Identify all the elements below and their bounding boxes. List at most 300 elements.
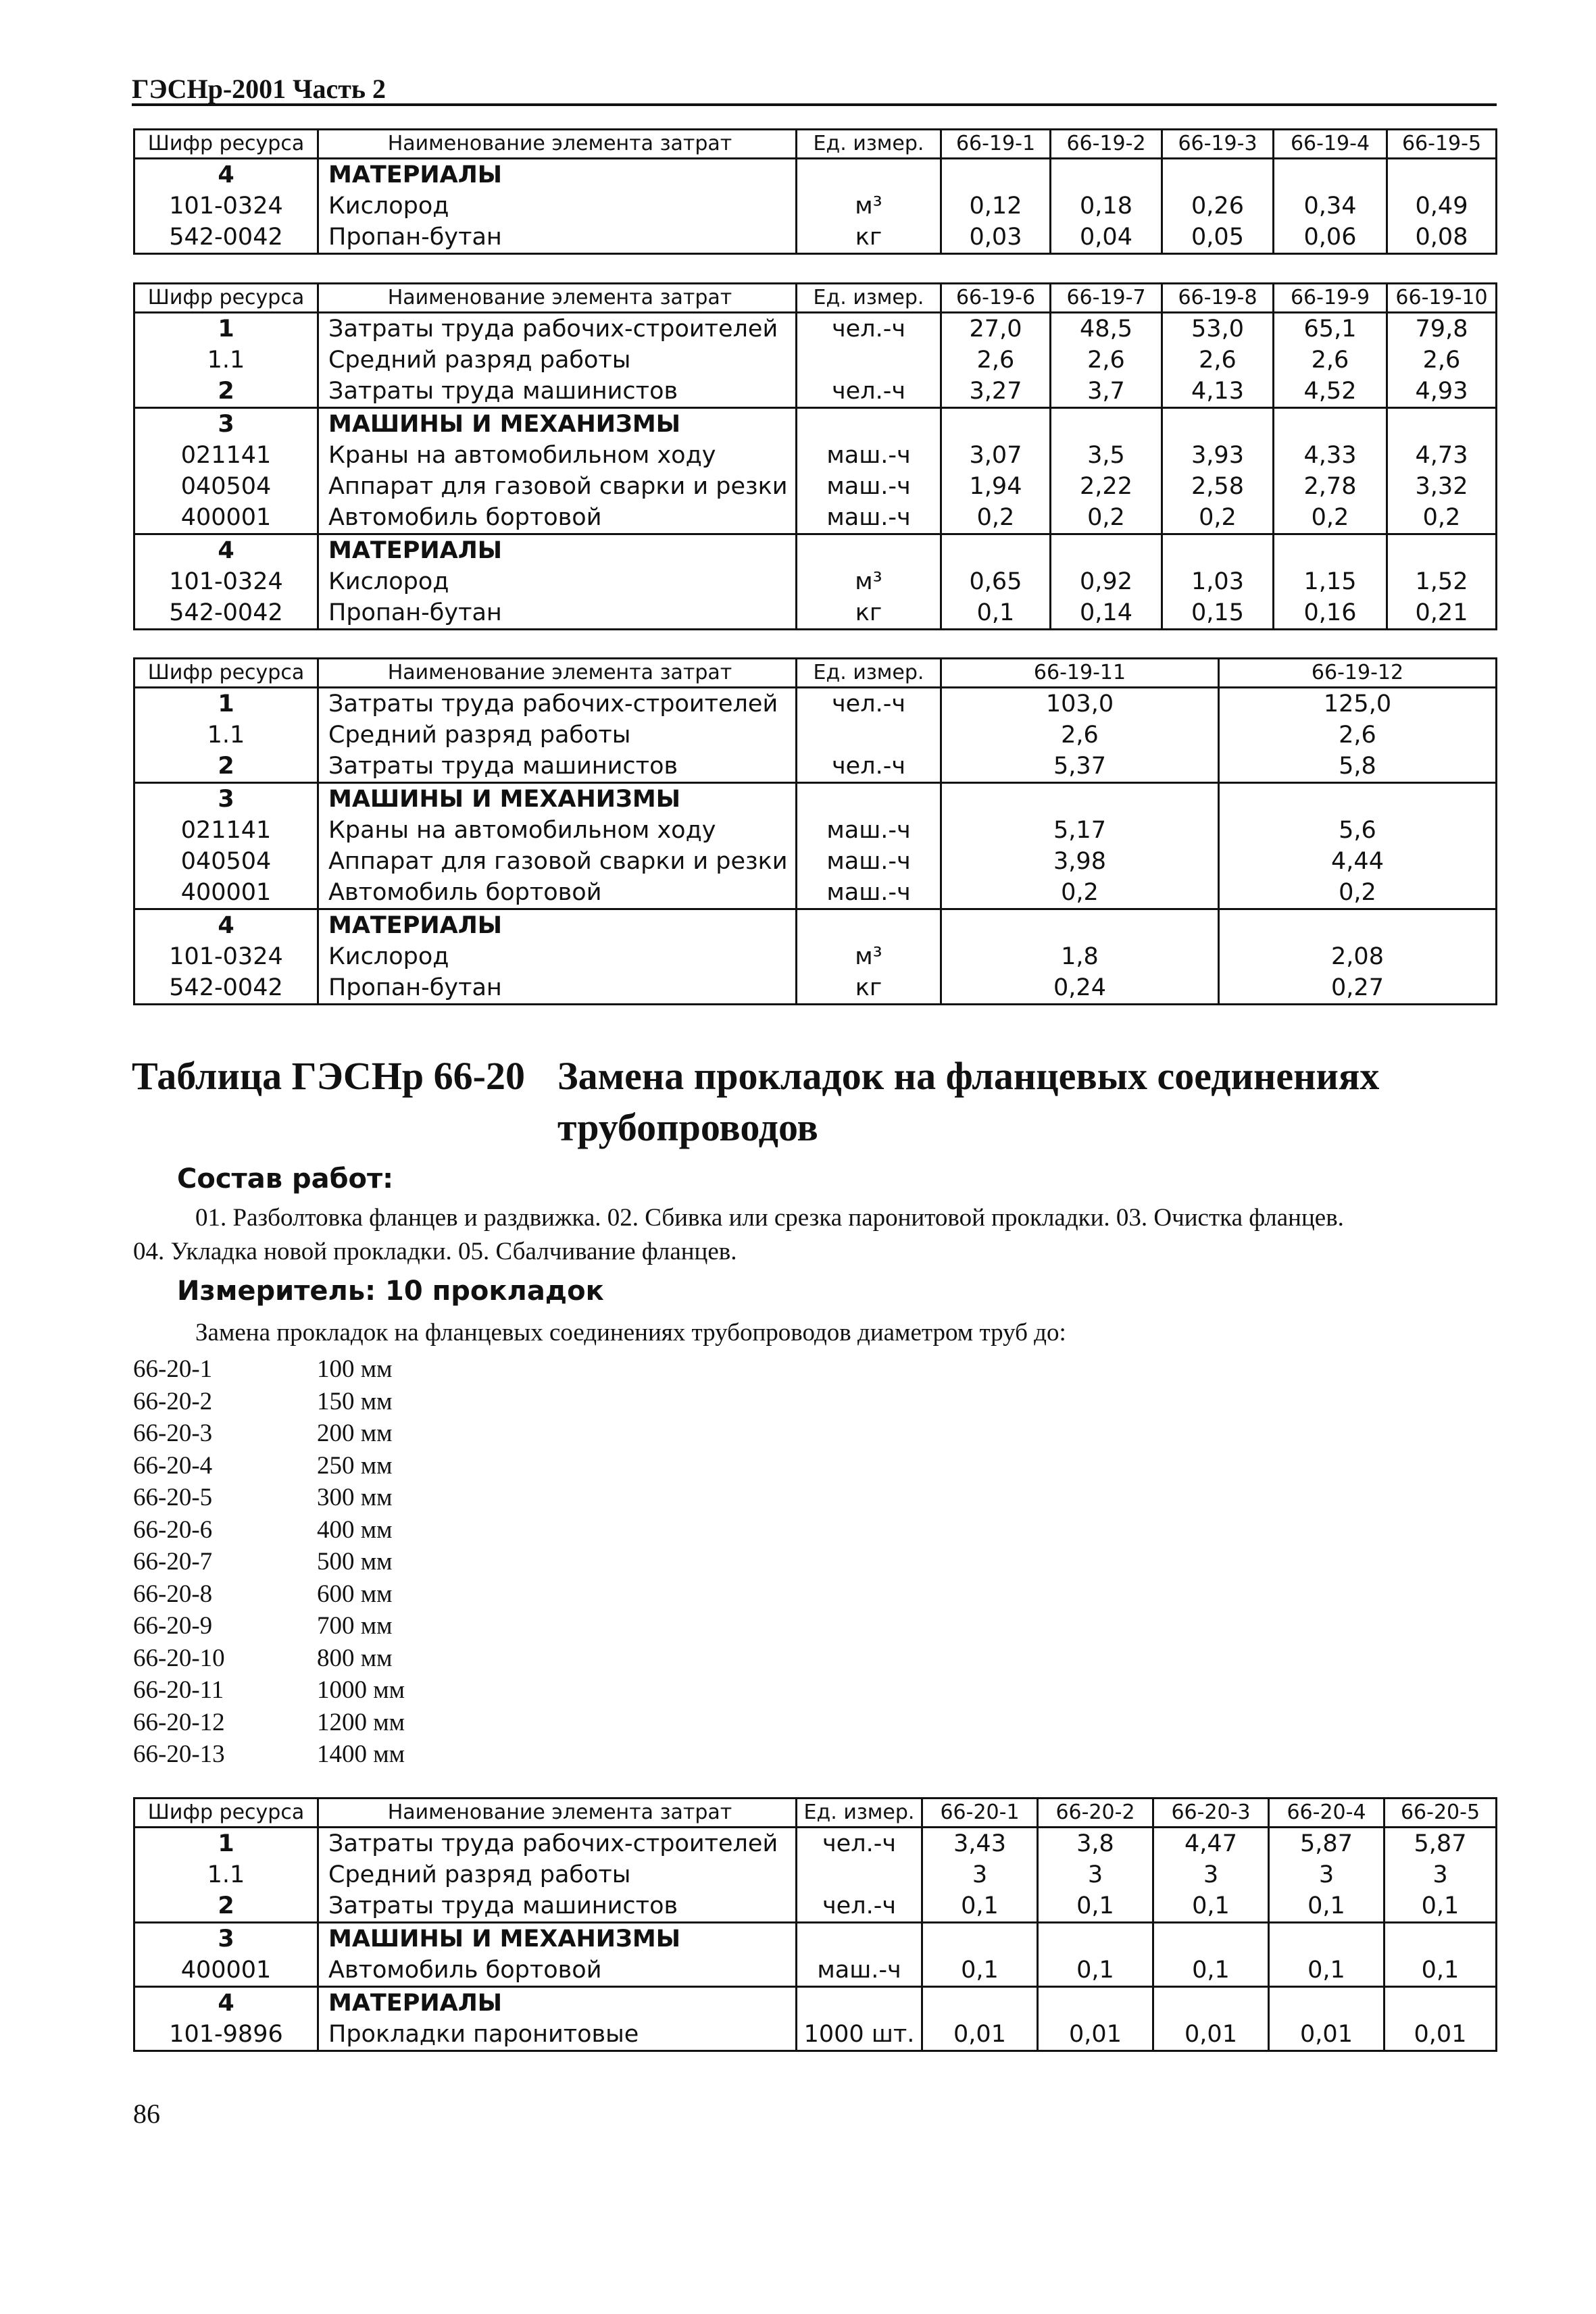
- unit-of-measure: маш.-ч: [797, 440, 941, 471]
- norm-value: 2,6: [1051, 345, 1162, 376]
- cost-element-name: Аппарат для газовой сварки и резки: [318, 846, 797, 877]
- norm-value: 2,22: [1051, 471, 1162, 502]
- unit-of-measure: маш.-ч: [797, 502, 941, 534]
- norm-value: [941, 159, 1051, 191]
- resource-code: 542-0042: [134, 222, 318, 254]
- table-label: Таблица ГЭСНр 66-20: [132, 1054, 525, 1098]
- norm-value: 27,0: [941, 313, 1051, 345]
- cost-element-name: МАТЕРИАЛЫ: [318, 1987, 797, 2019]
- cost-element-name: МАТЕРИАЛЫ: [318, 909, 797, 942]
- resource-code: 2: [134, 751, 318, 783]
- col-header-unit: Ед. измер.: [797, 659, 941, 688]
- resource-table-66-19-1-to-5: [133, 128, 1497, 255]
- unit-of-measure: м³: [797, 566, 941, 597]
- unit-of-measure: [797, 1859, 922, 1890]
- norm-value: [1219, 783, 1497, 815]
- unit-of-measure: маш.-ч: [797, 1955, 922, 1987]
- positions-intro: Замена прокладок на фланцевых соединениях трубопроводов диаметром труб до:: [195, 1319, 1066, 1347]
- norm-value: 1,15: [1274, 566, 1387, 597]
- norm-value: [1051, 534, 1162, 567]
- norm-value: [1269, 1923, 1385, 1955]
- col-header-position: 66-19-11: [941, 659, 1219, 688]
- unit-of-measure: 1000 шт.: [797, 2019, 922, 2051]
- norm-value: 0,21: [1387, 597, 1497, 630]
- table-row: [134, 941, 1497, 972]
- norm-value: 0,16: [1274, 597, 1387, 630]
- col-header-position: 66-19-3: [1162, 130, 1274, 159]
- resource-code: 400001: [134, 1955, 318, 1987]
- cost-element-name: Автомобиль бортовой: [318, 877, 797, 909]
- unit-of-measure: кг: [797, 972, 941, 1005]
- position-code: 66-20-6: [133, 1515, 213, 1544]
- norm-value: 0,92: [1051, 566, 1162, 597]
- norm-value: 0,15: [1162, 597, 1274, 630]
- norm-value: 3,8: [1038, 1828, 1153, 1860]
- norm-value: [1219, 909, 1497, 942]
- table-row: [134, 1859, 1497, 1890]
- unit-of-measure: маш.-ч: [797, 815, 941, 846]
- list-item: [133, 1417, 405, 1450]
- norm-value: 3,93: [1162, 440, 1274, 471]
- norm-value: [1162, 159, 1274, 191]
- norm-value: 0,06: [1274, 222, 1387, 254]
- norm-value: 0,04: [1051, 222, 1162, 254]
- norm-value: 2,6: [1387, 345, 1497, 376]
- norm-value: [1162, 408, 1274, 441]
- cost-element-name: Затраты труда рабочих-строителей: [318, 313, 797, 345]
- list-item: [133, 1514, 405, 1546]
- unit-of-measure: [797, 783, 941, 815]
- table-row: [134, 222, 1497, 254]
- norm-value: 3: [1153, 1859, 1269, 1890]
- resource-code: 2: [134, 376, 318, 408]
- norm-value: 0,01: [1038, 2019, 1153, 2051]
- position-code: 66-20-2: [133, 1387, 213, 1415]
- norm-value: 3,5: [1051, 440, 1162, 471]
- resource-code: 4: [134, 909, 318, 942]
- norm-value: 0,01: [1269, 2019, 1385, 2051]
- norm-value: 2,6: [1274, 345, 1387, 376]
- col-header-position: 66-19-4: [1274, 130, 1387, 159]
- resource-code: 1: [134, 688, 318, 720]
- table-row: [134, 909, 1497, 942]
- pipe-diameter: 100 мм: [317, 1355, 393, 1383]
- norm-value: [1387, 408, 1497, 441]
- col-header-position: 66-20-2: [1038, 1799, 1153, 1828]
- cost-element-name: Затраты труда рабочих-строителей: [318, 688, 797, 720]
- list-item: [133, 1707, 405, 1739]
- resource-code: 101-0324: [134, 191, 318, 222]
- cost-element-name: Прокладки паронитовые: [318, 2019, 797, 2051]
- norm-value: 2,6: [941, 345, 1051, 376]
- unit-of-measure: чел.-ч: [797, 688, 941, 720]
- cost-element-name: Автомобиль бортовой: [318, 1955, 797, 1987]
- pipe-diameter: 300 мм: [317, 1484, 393, 1511]
- position-code: 66-20-5: [133, 1484, 213, 1511]
- col-header-name: Наименование элемента затрат: [318, 130, 797, 159]
- resource-code: 1.1: [134, 345, 318, 376]
- header-rule: [132, 103, 1497, 106]
- cost-element-name: МАШИНЫ И МЕХАНИЗМЫ: [318, 408, 797, 441]
- position-code: 66-20-4: [133, 1451, 213, 1480]
- norm-value: 0,1: [1038, 1890, 1153, 1923]
- norm-value: 0,1: [941, 597, 1051, 630]
- norm-value: 0,12: [941, 191, 1051, 222]
- col-header-code: Шифр ресурса: [134, 1799, 318, 1828]
- cost-element-name: Пропан-бутан: [318, 597, 797, 630]
- norm-value: [1274, 159, 1387, 191]
- col-header-position: 66-20-4: [1269, 1799, 1385, 1828]
- cost-element-name: Краны на автомобильном ходу: [318, 440, 797, 471]
- unit-of-measure: чел.-ч: [797, 1890, 922, 1923]
- resource-code: 040504: [134, 846, 318, 877]
- resource-code: 1: [134, 313, 318, 345]
- table-row: [134, 1890, 1497, 1923]
- list-item: [133, 1353, 405, 1386]
- norm-value: 0,18: [1051, 191, 1162, 222]
- norm-value: 3,7: [1051, 376, 1162, 408]
- position-code: 66-20-11: [133, 1676, 224, 1704]
- norm-value: 4,33: [1274, 440, 1387, 471]
- unit-of-measure: кг: [797, 222, 941, 254]
- norm-value: 0,1: [1269, 1955, 1385, 1987]
- norm-value: 2,78: [1274, 471, 1387, 502]
- norm-value: 3: [1038, 1859, 1153, 1890]
- norm-value: [1274, 408, 1387, 441]
- resource-code: 542-0042: [134, 972, 318, 1005]
- list-item: [133, 1482, 405, 1514]
- norm-value: [1385, 1987, 1497, 2019]
- cost-element-name: МАТЕРИАЛЫ: [318, 534, 797, 567]
- col-header-position: 66-20-1: [922, 1799, 1038, 1828]
- norm-value: 0,1: [1038, 1955, 1153, 1987]
- norm-value: 0,1: [1269, 1890, 1385, 1923]
- col-header-code: Шифр ресурса: [134, 284, 318, 313]
- col-header-position: 66-19-6: [941, 284, 1051, 313]
- unit-of-measure: чел.-ч: [797, 751, 941, 783]
- unit-of-measure: [797, 1987, 922, 2019]
- norm-value: [1153, 1987, 1269, 2019]
- resource-code: 400001: [134, 502, 318, 534]
- norm-value: 3: [922, 1859, 1038, 1890]
- col-header-position: 66-19-2: [1051, 130, 1162, 159]
- norm-value: 5,8: [1219, 751, 1497, 783]
- norm-value: 5,6: [1219, 815, 1497, 846]
- table-row: [134, 191, 1497, 222]
- pipe-diameter: 1200 мм: [317, 1708, 405, 1736]
- norm-value: 0,24: [941, 972, 1219, 1005]
- cost-element-name: Затраты труда машинистов: [318, 1890, 797, 1923]
- table-row: [134, 566, 1497, 597]
- norm-value: 0,1: [1385, 1955, 1497, 1987]
- cost-element-name: Кислород: [318, 941, 797, 972]
- work-line-1: 01. Разболтовка фланцев и раздвижка. 02. Сбивка или срезка паронитовой прокладки. 03. Очистка фланцев.: [195, 1204, 1344, 1232]
- list-item: [133, 1450, 405, 1482]
- list-item: [133, 1674, 405, 1707]
- norm-value: [1051, 408, 1162, 441]
- pipe-diameter: 400 мм: [317, 1515, 393, 1544]
- norm-value: [1051, 159, 1162, 191]
- unit-of-measure: [797, 345, 941, 376]
- norm-value: 0,2: [1387, 502, 1497, 534]
- norm-value: 48,5: [1051, 313, 1162, 345]
- norm-value: 125,0: [1219, 688, 1497, 720]
- norm-value: 0,26: [1162, 191, 1274, 222]
- unit-of-measure: [797, 408, 941, 441]
- cost-element-name: Аппарат для газовой сварки и резки: [318, 471, 797, 502]
- col-header-unit: Ед. измер.: [797, 1799, 922, 1828]
- pipe-diameter: 1000 мм: [317, 1676, 405, 1704]
- norm-value: 0,1: [1153, 1890, 1269, 1923]
- norm-value: [1153, 1923, 1269, 1955]
- col-header-position: 66-20-3: [1153, 1799, 1269, 1828]
- col-header-position: 66-19-7: [1051, 284, 1162, 313]
- position-code: 66-20-3: [133, 1419, 213, 1447]
- norm-value: 0,34: [1274, 191, 1387, 222]
- table-row: [134, 376, 1497, 408]
- norm-value: [922, 1987, 1038, 2019]
- col-header-code: Шифр ресурса: [134, 659, 318, 688]
- norm-value: 0,14: [1051, 597, 1162, 630]
- unit-of-measure: м³: [797, 191, 941, 222]
- unit-of-measure: маш.-ч: [797, 846, 941, 877]
- table-row: [134, 471, 1497, 502]
- norm-value: 53,0: [1162, 313, 1274, 345]
- norm-value: 4,93: [1387, 376, 1497, 408]
- table-header-row: [134, 130, 1497, 159]
- positions-list: [133, 1353, 405, 1771]
- norm-value: [922, 1923, 1038, 1955]
- resource-code: 021141: [134, 440, 318, 471]
- table-row: [134, 1955, 1497, 1987]
- position-code: 66-20-7: [133, 1548, 213, 1576]
- table-row: [134, 597, 1497, 630]
- col-header-position: 66-19-5: [1387, 130, 1497, 159]
- resource-code: 021141: [134, 815, 318, 846]
- table-row: [134, 440, 1497, 471]
- norm-value: 0,2: [1274, 502, 1387, 534]
- norm-value: 5,87: [1385, 1828, 1497, 1860]
- norm-value: 103,0: [941, 688, 1219, 720]
- norm-value: 0,2: [941, 877, 1219, 909]
- norm-value: 3,07: [941, 440, 1051, 471]
- resource-code: 400001: [134, 877, 318, 909]
- resource-code: 542-0042: [134, 597, 318, 630]
- table-row: [134, 1987, 1497, 2019]
- norm-value: 0,49: [1387, 191, 1497, 222]
- norm-value: 2,58: [1162, 471, 1274, 502]
- unit-of-measure: чел.-ч: [797, 313, 941, 345]
- col-header-unit: Ед. измер.: [797, 284, 941, 313]
- table-row: [134, 1923, 1497, 1955]
- norm-value: 0,1: [922, 1890, 1038, 1923]
- norm-value: 1,03: [1162, 566, 1274, 597]
- resource-code: 1.1: [134, 1859, 318, 1890]
- list-item: [133, 1642, 405, 1675]
- work-heading: Состав работ:: [177, 1163, 394, 1194]
- pipe-diameter: 1400 мм: [317, 1740, 405, 1768]
- norm-value: 0,08: [1387, 222, 1497, 254]
- pipe-diameter: 150 мм: [317, 1387, 393, 1415]
- table-row: [134, 534, 1497, 567]
- cost-element-name: Затраты труда машинистов: [318, 376, 797, 408]
- table-row: [134, 815, 1497, 846]
- col-header-position: 66-19-8: [1162, 284, 1274, 313]
- pipe-diameter: 200 мм: [317, 1419, 393, 1447]
- norm-value: 5,17: [941, 815, 1219, 846]
- position-code: 66-20-12: [133, 1708, 225, 1736]
- cost-element-name: Средний разряд работы: [318, 345, 797, 376]
- position-code: 66-20-9: [133, 1612, 213, 1640]
- resource-code: 4: [134, 159, 318, 191]
- resource-code: 2: [134, 1890, 318, 1923]
- norm-value: 4,44: [1219, 846, 1497, 877]
- norm-value: [1387, 534, 1497, 567]
- table-header-row: [134, 659, 1497, 688]
- table-name: Замена прокладок на фланцевых соединениях трубопроводов: [557, 1054, 1380, 1149]
- norm-value: 0,01: [922, 2019, 1038, 2051]
- table-row: [134, 877, 1497, 909]
- cost-element-name: Краны на автомобильном ходу: [318, 815, 797, 846]
- norm-value: 79,8: [1387, 313, 1497, 345]
- table-row: [134, 846, 1497, 877]
- table-row: [134, 2019, 1497, 2051]
- norm-value: 0,05: [1162, 222, 1274, 254]
- cost-element-name: Кислород: [318, 191, 797, 222]
- table-row: [134, 688, 1497, 720]
- list-item: [133, 1610, 405, 1642]
- norm-value: 3,98: [941, 846, 1219, 877]
- cost-element-name: Пропан-бутан: [318, 222, 797, 254]
- position-code: 66-20-13: [133, 1740, 225, 1768]
- table-row: [134, 345, 1497, 376]
- cost-element-name: Автомобиль бортовой: [318, 502, 797, 534]
- cost-element-name: Средний разряд работы: [318, 1859, 797, 1890]
- table-row: [134, 159, 1497, 191]
- list-item: [133, 1578, 405, 1611]
- list-item: [133, 1738, 405, 1771]
- norm-value: 2,6: [1219, 720, 1497, 751]
- norm-value: 0,2: [1219, 877, 1497, 909]
- list-item: [133, 1546, 405, 1578]
- norm-value: 5,87: [1269, 1828, 1385, 1860]
- col-header-position: 66-19-1: [941, 130, 1051, 159]
- col-header-name: Наименование элемента затрат: [318, 659, 797, 688]
- norm-value: [1385, 1923, 1497, 1955]
- unit-of-measure: чел.-ч: [797, 376, 941, 408]
- resource-code: 040504: [134, 471, 318, 502]
- norm-value: 0,1: [1385, 1890, 1497, 1923]
- norm-value: 4,73: [1387, 440, 1497, 471]
- resource-table-66-19-6-to-10: [133, 282, 1497, 630]
- norm-value: [941, 783, 1219, 815]
- norm-value: 0,2: [1051, 502, 1162, 534]
- norm-value: 3: [1385, 1859, 1497, 1890]
- table-row: [134, 313, 1497, 345]
- cost-element-name: МАТЕРИАЛЫ: [318, 159, 797, 191]
- resource-code: 3: [134, 783, 318, 815]
- norm-value: 0,1: [1153, 1955, 1269, 1987]
- norm-value: [1038, 1987, 1153, 2019]
- running-header: ГЭСНр-2001 Часть 2: [132, 74, 386, 104]
- norm-value: 4,52: [1274, 376, 1387, 408]
- norm-value: 0,01: [1385, 2019, 1497, 2051]
- table-row: [134, 502, 1497, 534]
- norm-value: 2,6: [1162, 345, 1274, 376]
- resource-code: 1.1: [134, 720, 318, 751]
- resource-code: 101-0324: [134, 566, 318, 597]
- norm-value: [941, 408, 1051, 441]
- norm-value: 0,27: [1219, 972, 1497, 1005]
- norm-value: [941, 534, 1051, 567]
- norm-value: 2,08: [1219, 941, 1497, 972]
- cost-element-name: Кислород: [318, 566, 797, 597]
- unit-of-measure: [797, 534, 941, 567]
- norm-value: 0,2: [941, 502, 1051, 534]
- unit-of-measure: [797, 909, 941, 942]
- col-header-position: 66-19-9: [1274, 284, 1387, 313]
- norm-value: [1387, 159, 1497, 191]
- table-header-row: [134, 1799, 1497, 1828]
- unit-of-measure: м³: [797, 941, 941, 972]
- unit-of-measure: маш.-ч: [797, 471, 941, 502]
- resource-code: 3: [134, 1923, 318, 1955]
- pipe-diameter: 250 мм: [317, 1451, 393, 1480]
- pipe-diameter: 800 мм: [317, 1644, 393, 1672]
- table-row: [134, 1828, 1497, 1860]
- cost-element-name: Средний разряд работы: [318, 720, 797, 751]
- col-header-position: 66-19-12: [1219, 659, 1497, 688]
- unit-of-measure: [797, 159, 941, 191]
- list-item: [133, 1386, 405, 1418]
- resource-code: 101-0324: [134, 941, 318, 972]
- norm-value: 1,94: [941, 471, 1051, 502]
- unit-of-measure: [797, 720, 941, 751]
- norm-value: 3,27: [941, 376, 1051, 408]
- resource-table-66-19-11-to-12: [133, 657, 1497, 1005]
- norm-value: [1269, 1987, 1385, 2019]
- col-header-position: 66-19-10: [1387, 284, 1497, 313]
- work-description: [133, 1201, 1498, 1269]
- resource-code: 101-9896: [134, 2019, 318, 2051]
- table-row: [134, 972, 1497, 1005]
- cost-element-name: Затраты труда рабочих-строителей: [318, 1828, 797, 1860]
- norm-value: 0,1: [922, 1955, 1038, 1987]
- norm-value: [1038, 1923, 1153, 1955]
- norm-value: 2,6: [941, 720, 1219, 751]
- resource-code: 3: [134, 408, 318, 441]
- pipe-diameter: 700 мм: [317, 1612, 393, 1640]
- norm-value: 5,37: [941, 751, 1219, 783]
- norm-value: 0,65: [941, 566, 1051, 597]
- cost-element-name: Пропан-бутан: [318, 972, 797, 1005]
- table-row: [134, 783, 1497, 815]
- norm-value: [1162, 534, 1274, 567]
- table-row: [134, 408, 1497, 441]
- norm-value: 3,32: [1387, 471, 1497, 502]
- resource-code: 4: [134, 534, 318, 567]
- position-code: 66-20-8: [133, 1580, 213, 1608]
- norm-value: [941, 909, 1219, 942]
- col-header-code: Шифр ресурса: [134, 130, 318, 159]
- table-row: [134, 751, 1497, 783]
- col-header-name: Наименование элемента затрат: [318, 1799, 797, 1828]
- measure-heading: Измеритель: 10 прокладок: [177, 1276, 604, 1307]
- norm-value: 3: [1269, 1859, 1385, 1890]
- table-header-row: [134, 284, 1497, 313]
- unit-of-measure: маш.-ч: [797, 877, 941, 909]
- norm-value: 3,43: [922, 1828, 1038, 1860]
